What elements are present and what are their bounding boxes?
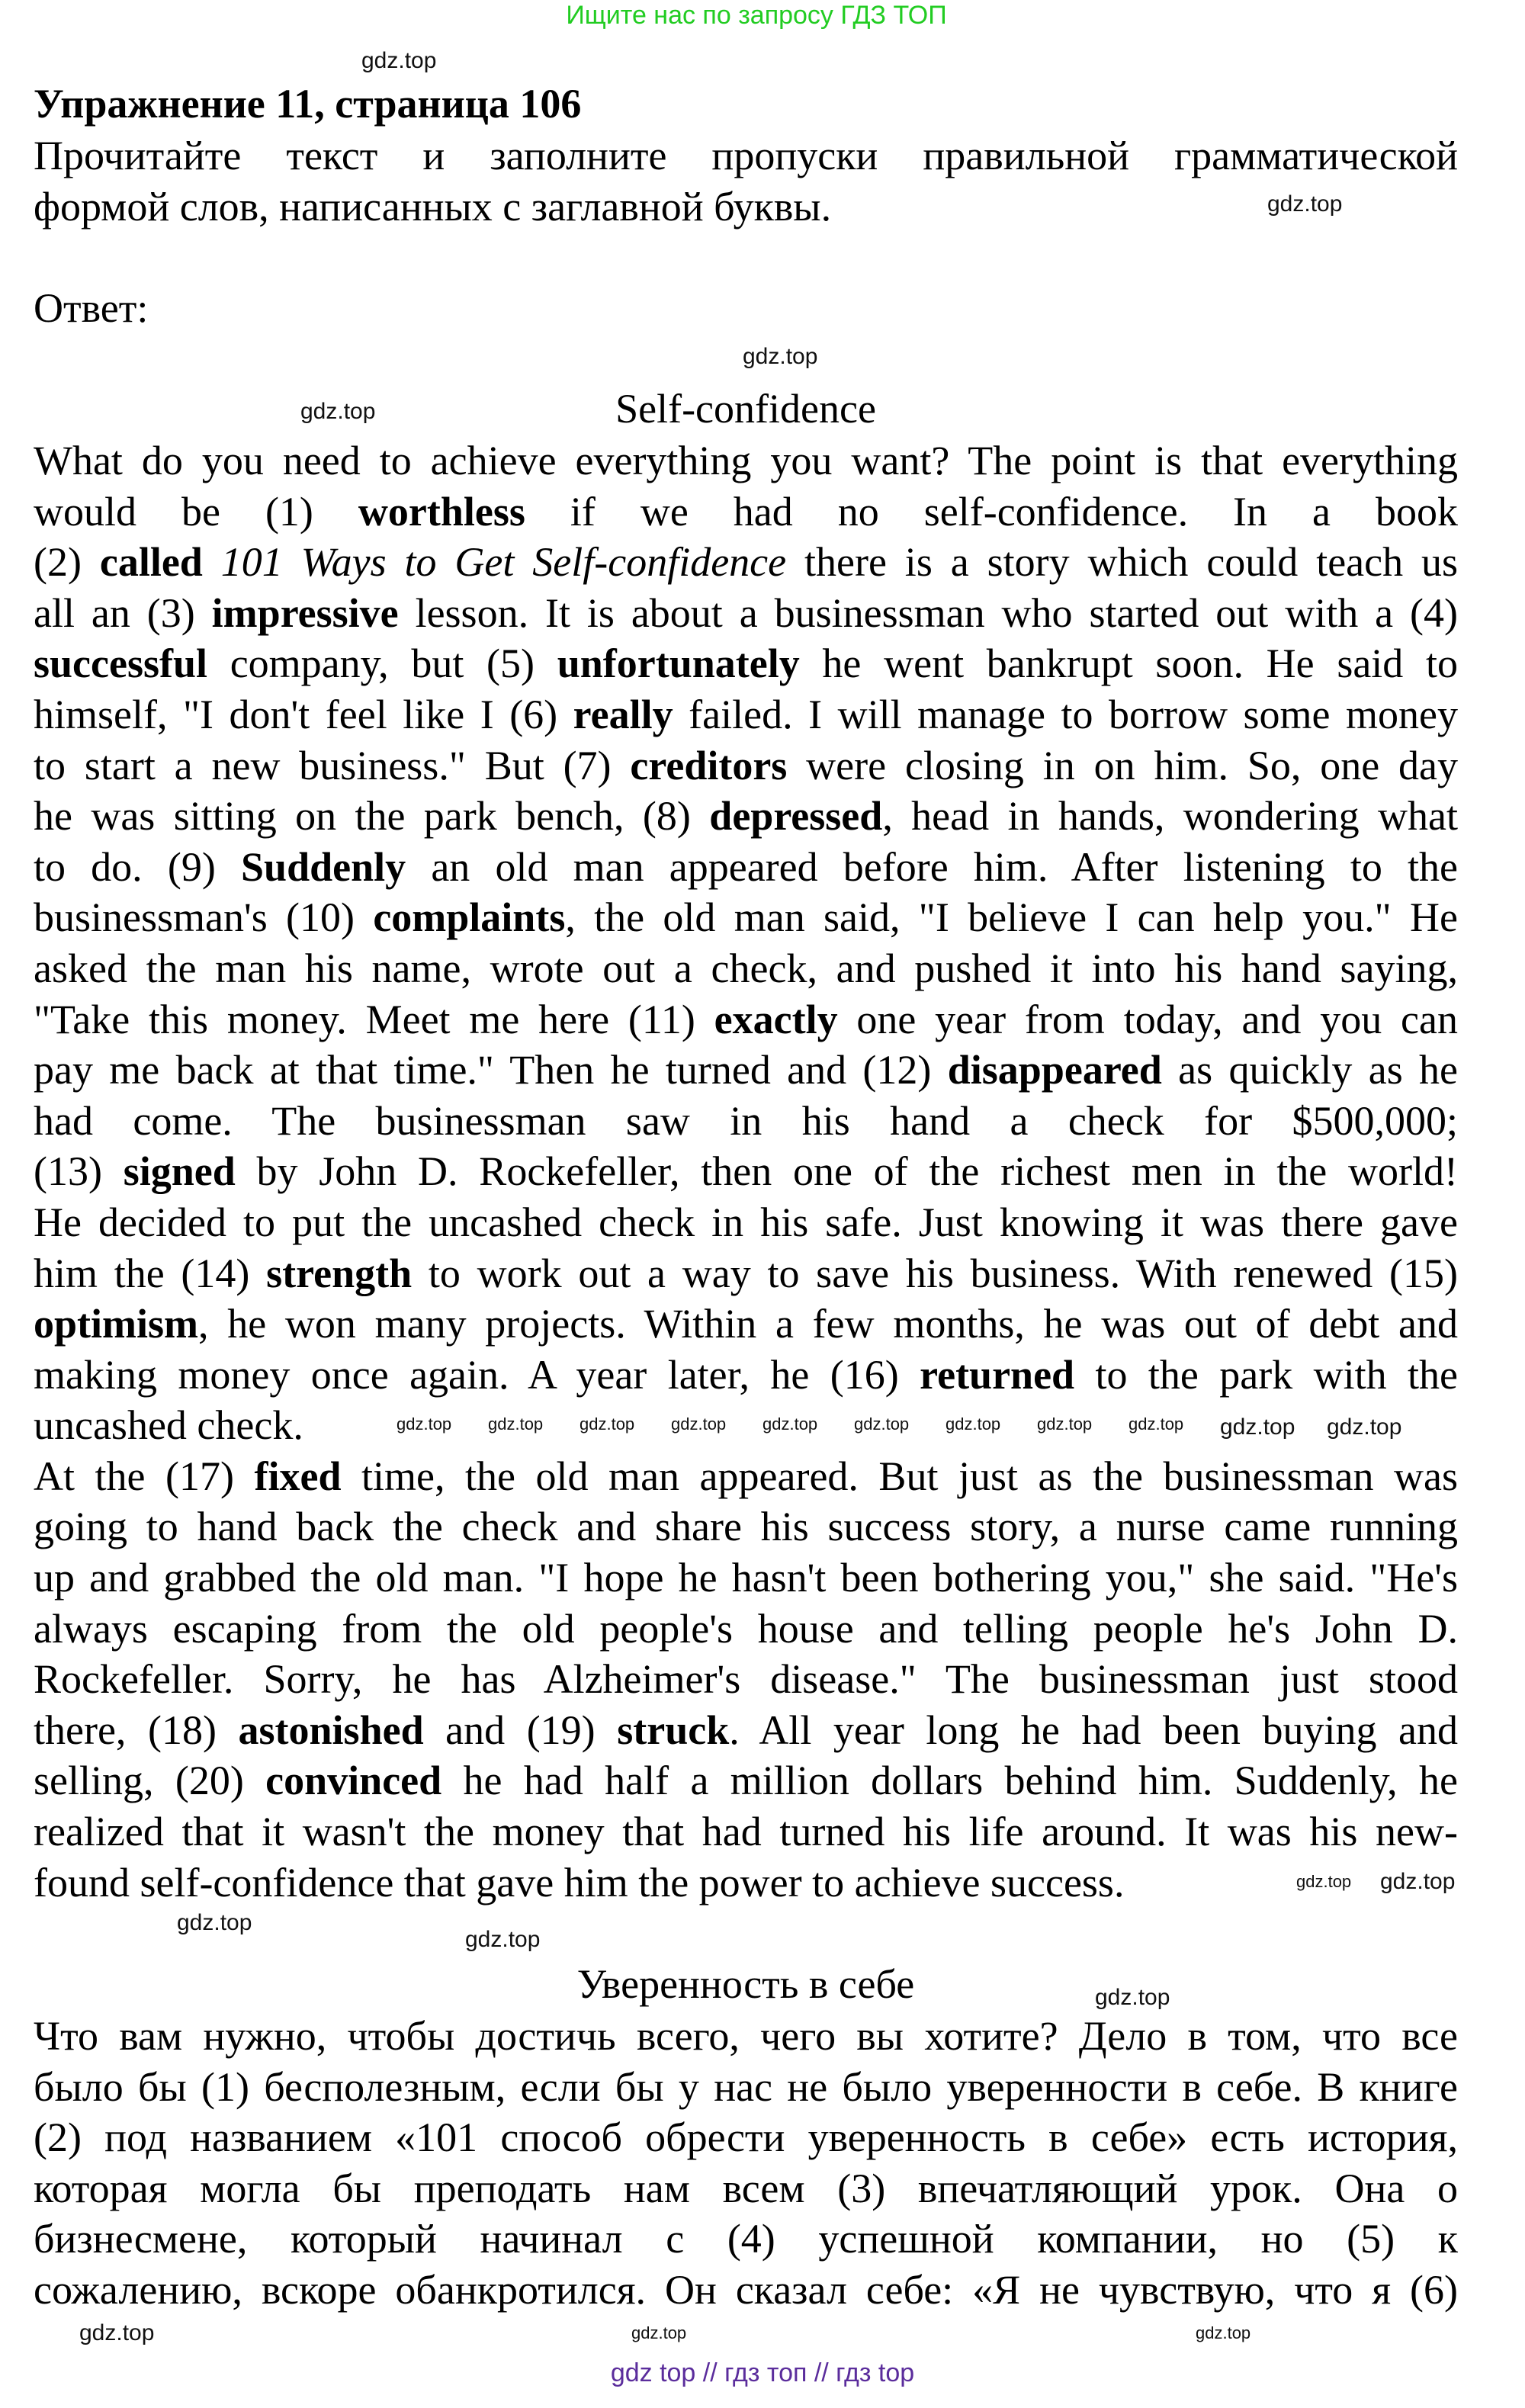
text-line: asked the man his name, wrote out a check, and pushed it into his hand saying, [34,945,1458,991]
text-line: to start a new business." But (7) creditors were closing in on him. So, one day [34,742,1458,788]
answer-word: impressive [211,589,399,636]
text-line: сожалению, вскоре обанкротился. Он сказал себе: «Я не чувствую, что я (6) [34,2266,1458,2313]
text-line: had come. The businessman saw in his hand a check for $500,000; [34,1097,1458,1144]
answer-word: convinced [265,1758,442,1804]
text-line: которая могла бы преподать нам всем (3) впечатляющий урок. Она о [34,2165,1458,2211]
bottom-banner[interactable]: gdz top // гдз топ // гдз top [610,2358,915,2387]
russian-title: Уверенность в себе [576,1961,915,2007]
text-line: uncashed check. [34,1402,303,1449]
english-text [34,435,1458,1908]
watermark: gdz.top [671,1414,727,1434]
watermark: gdz.top [488,1414,544,1434]
watermark: gdz.top [1296,1872,1352,1891]
answer-word: strength [266,1250,413,1296]
watermark: gdz.top [580,1414,635,1434]
watermark: gdz.top [1128,1414,1184,1434]
watermark: gdz.top [300,399,376,424]
watermark: gdz.top [1220,1414,1295,1440]
watermark: gdz.top [631,2323,687,2342]
text-line: there, (18) astonished and (19) struck. All year long he had been buying and [34,1706,1459,1753]
answer-word: astonished [238,1706,424,1753]
text-line: him the (14) strength to work out a way to save his business. With renewed (15) [34,1250,1458,1296]
text-line: бизнесмене, который начинал с (4) успешной компании, но (5) к [34,2216,1458,2262]
answer-word: exactly [714,996,838,1042]
answer-word: called [99,539,203,586]
text-line: would be (1) worthless if we had no self-confidence. In a book [34,488,1458,535]
text-line: businessman's (10) complaints, the old man said, "I believe I can help you." He [34,894,1458,941]
text-line: Rockefeller. Sorry, he has Alzheimer's disease." The businessman just stood [34,1656,1458,1703]
text-line: было бы (1) бесполезным, если бы у нас не было уверенности в себе. В книге [34,2063,1458,2110]
text-line: pay me back at that time." Then he turned and (12) disappeared as quickly as he [34,1047,1459,1093]
text-line: always escaping from the old people's house and telling people he's John D. [34,1605,1458,1652]
text-line: he was sitting on the park bench, (8) depressed, head in hands, wondering what [34,793,1459,840]
answer-word: complaints [373,894,566,941]
text-line: selling, (20) convinced he had half a million dollars behind him. Suddenly, he [34,1758,1458,1804]
answer-word: optimism [34,1301,198,1347]
answer-word: really [573,691,673,737]
answer-word: Suddenly [241,843,406,890]
instruction-line: Прочитайте текст и заполните пропуски правильной грамматической [34,133,1458,178]
text-line: successful company, but (5) unfortunately he went bankrupt soon. He said to [34,641,1459,687]
watermark: gdz.top [946,1414,1001,1434]
answer-word: fixed [254,1453,342,1499]
text-line: himself, "I don't feel like I (6) really failed. I will manage to borrow some money [34,691,1458,737]
text-line: up and grabbed the old man. "I hope he hasn't been bothering you," she said. "He's [34,1555,1458,1601]
watermark: gdz.top [1037,1414,1093,1434]
watermark: gdz.top [465,1927,541,1952]
russian-text [34,2011,1458,2316]
watermark: gdz.top [361,48,437,73]
watermark: gdz.top [1095,1985,1170,2010]
watermark: gdz.top [1380,1869,1456,1894]
text-line: all an (3) impressive lesson. It is about a businessman who started out with a (4) [34,589,1458,636]
answer-word: successful [34,641,207,687]
watermark: gdz.top [854,1414,910,1434]
answer-word: returned [920,1351,1075,1398]
book-title: 101 Ways to Get Self-confidence [220,539,787,586]
instruction [34,130,1458,232]
text-line: Что вам нужно, чтобы достичь всего, чего вы хотите? Дело в том, что все [34,2013,1458,2059]
instruction-line: формой слов, написанных с заглавной буквы. [34,183,832,230]
text-line: (2) called 101 Ways to Get Self-confidence there is a story which could teach us [34,539,1458,586]
text-line: "Take this money. Meet me here (11) exactly one year from today, and you can [34,996,1458,1042]
text-line: (13) signed by John D. Rockefeller, then one of the richest men in the world! [34,1148,1458,1195]
text-line: What do you need to achieve everything you want? The point is that everything [34,438,1458,483]
watermark: gdz.top [396,1414,452,1434]
answer-word: unfortunately [557,641,800,687]
text-line: to do. (9) Suddenly an old man appeared before him. After listening to the [34,843,1459,890]
watermark: gdz.top [1327,1414,1402,1440]
watermark: gdz.top [743,344,818,369]
text-line: making money once again. A year later, he (16) returned to the park with the [34,1351,1459,1398]
answer-word: signed [123,1148,236,1195]
text-line: going to hand back the check and share his success story, a nurse came running [34,1504,1458,1550]
text-line: At the (17) fixed time, the old man appeared. But just as the businessman was [34,1453,1459,1499]
answer-word: struck [617,1706,730,1753]
answer-word: creditors [630,742,788,788]
watermark: gdz.top [79,2320,155,2345]
answer-label: Ответ: [34,285,149,331]
text-line: realized that it wasn't the money that had turned his life around. It was his new- [34,1809,1458,1855]
answer-word: depressed [709,793,883,840]
watermark: gdz.top [762,1414,818,1434]
text-line: found self-confidence that gave him the power to achieve success. [34,1859,1125,1906]
answer-word: worthless [358,488,525,535]
watermark: gdz.top [1267,191,1343,217]
answer-word: disappeared [947,1047,1162,1093]
top-banner[interactable]: Ищите нас по запросу ГДЗ ТОП [566,1,947,30]
text-line: He decided to put the uncashed check in his safe. Just knowing it was there gave [34,1199,1458,1245]
text-line: optimism, he won many projects. Within a few months, he was out of debt and [34,1301,1458,1347]
watermark: gdz.top [1196,2323,1251,2342]
text-line: (2) под названием «101 способ обрести уверенность в себе» есть история, [34,2114,1458,2161]
english-title: Self-confidence [615,386,876,432]
watermark: gdz.top [177,1910,252,1935]
exercise-title: Упражнение 11, страница 106 [34,81,582,127]
